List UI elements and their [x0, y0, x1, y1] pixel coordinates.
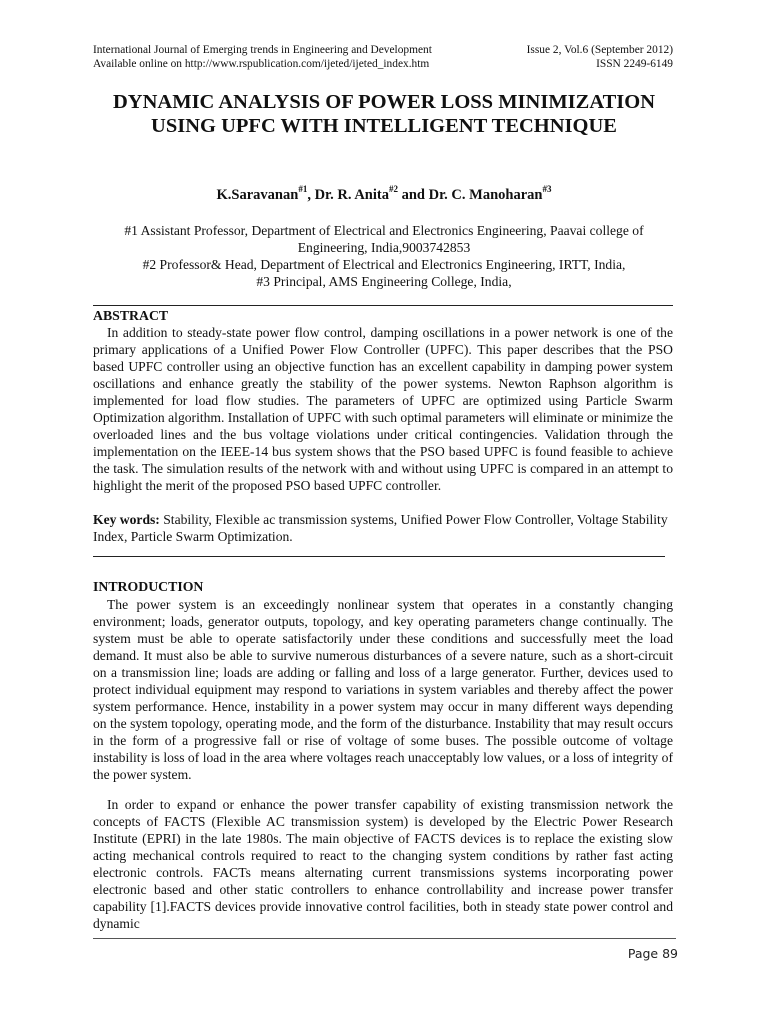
footer-rule [93, 938, 676, 939]
author-2-mark: #2 [388, 184, 398, 194]
affiliation-3: #3 Principal, AMS Engineering College, India, [256, 274, 512, 289]
running-header-line-1 [93, 43, 675, 57]
introduction-paragraph-2 [93, 796, 673, 932]
keywords [93, 511, 673, 545]
intro-p1-text: The power system is an exceedingly nonlinear system that operates in a constantly changing environment; loads, generator outputs, topology, and key operating parameters change continually. The system must be able to operate satisfactorily under these conditions and successfully meet the load demand. It must also be able to survive numerous disturbances of a severe nature, such as a short-circuit on a transmission line; loads are adding or falling and loss of a large generator. Further, devices used to protect individual equipment may respond to variations in system variables and thereby affect the power system performance. Hence, instability in a power system may occur in many different ways depending on the system topology, operating mode, and the form of the disturbance. Instability that may result occurs in the form of a progressive fall or rise of voltage of some buses. The possible outcome of voltage instability is loss of load in the area where voltages reach unacceptably low values, or a loss of integrity of the power system. [93, 597, 673, 782]
divider-bottom [93, 556, 665, 557]
page-number: Page 89 [627, 946, 678, 961]
affiliation-2: #2 Professor& Head, Department of Electrical and Electronics Engineering, IRTT, India, [142, 257, 626, 272]
abstract-heading: ABSTRACT [93, 308, 169, 323]
keywords-text: Stability, Flexible ac transmission systems, Unified Power Flow Controller, Voltage Stability Index, Particle Swarm Optimization. [93, 512, 668, 544]
author-3-mark: #3 [542, 184, 552, 194]
affiliations [93, 222, 675, 290]
issn: ISSN 2249-6149 [596, 58, 673, 70]
affiliation-1: #1 Assistant Professor, Department of Electrical and Electronics Engineering, Paavai college of Engineering, India,9003742853 [124, 223, 644, 255]
running-header-line-2 [93, 57, 675, 71]
divider-top [93, 305, 673, 306]
introduction-paragraph-1 [93, 596, 673, 783]
author-3: and Dr. C. Manoharan [397, 187, 543, 203]
author-1: K.Saravanan [216, 187, 299, 203]
abstract-body: In addition to steady-state power flow control, damping oscillations in a power network is one of the primary applications of a Unified Power Flow Controller (UPFC). This paper describes that the PSO based UPFC controller using an objective function has an excellent capability in damping power system oscillations and enhance greatly the stability of the power systems. Newton Raphson algorithm is implemented for load flow studies. The parameters of UPFC are optimized using Particle Swarm Optimization algorithm. Installation of UPFC with such optimal parameters will eliminate or minimize the overloaded lines and the bus voltage violations under critical contingencies. Validation through the implementation on the IEEE-14 bus system shows that the PSO based UPFC is found feasible to achieve the task. The simulation results of the network with and without using UPFC is compared in an attempt to highlight the merit of the proposed PSO based UPFC controller. [93, 325, 673, 493]
issue-info: Issue 2, Vol.6 (September 2012) [526, 44, 673, 56]
abstract-text [93, 324, 673, 494]
paper-title: DYNAMIC ANALYSIS OF POWER LOSS MINIMIZATION USING UPFC WITH INTELLIGENT TECHNIQUE [113, 91, 655, 137]
intro-p2-text: In order to expand or enhance the power transfer capability of existing transmission network the concepts of FACTS (Flexible AC transmission system) is developed by the Electric Power Research Institute (EPRI) in the late 1980s. The main objective of FACTS devices is to replace the existing slow acting mechanical controls required to react to the changing system conditions by rather fast acting electronic controls. FACTs means alternating current transmissions systems incorporating power electronic based and other static controllers to enhance controllability and increase power transfer capability [1].FACTS devices provide innovative control facilities, both in steady state power control and dynamic [93, 797, 673, 931]
author-2: , Dr. R. Anita [307, 187, 389, 203]
author-line [93, 185, 675, 205]
introduction-heading: INTRODUCTION [93, 579, 204, 594]
journal-url: Available online on http://www.rspublication.com/ijeted/ijeted_index.htm [93, 58, 430, 70]
keywords-label: Key words: [93, 512, 160, 527]
author-1-mark: #1 [298, 184, 308, 194]
journal-name: International Journal of Emerging trends in Engineering and Development [93, 44, 432, 56]
